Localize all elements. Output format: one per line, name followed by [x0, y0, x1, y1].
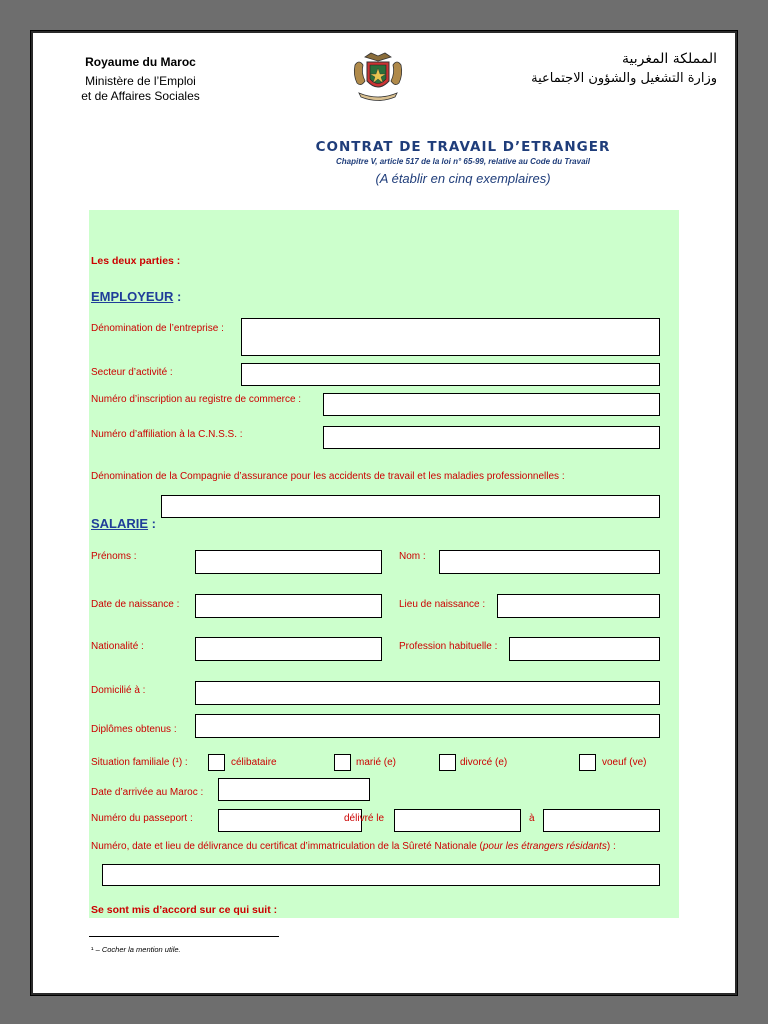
nationality-label: Nationalité : — [91, 641, 144, 652]
widowed-checkbox[interactable] — [579, 754, 596, 771]
employee-heading-text: SALARIE — [91, 516, 149, 531]
address-label: Domicilié à : — [91, 685, 146, 696]
diplomas-field[interactable] — [195, 714, 660, 738]
divorced-label: divorcé (e) — [460, 757, 508, 768]
registration-label-end: ) : — [606, 841, 616, 852]
document-title: CONTRAT DE TRAVAIL D’ETRANGER — [315, 139, 611, 155]
arrival-date-label: Date d’arrivée au Maroc : — [91, 787, 204, 798]
footnote-separator — [89, 936, 279, 937]
profession-label: Profession habituelle : — [399, 641, 498, 652]
company-name-label: Dénomination de l’entreprise : — [91, 323, 224, 334]
document-subtitle: Chapitre V, article 517 de la loi n° 65-99, relative au Code du Travail — [336, 157, 590, 166]
cnss-label: Numéro d’affiliation à la C.N.S.S. : — [91, 429, 243, 440]
registration-label-italic: pour les étrangers résidants — [482, 841, 607, 852]
issued-on-label: délivré le — [344, 813, 385, 824]
birthplace-label: Lieu de naissance : — [399, 599, 486, 610]
issued-on-field[interactable] — [394, 809, 521, 832]
agreement-label: Se sont mis d’accord sur ce qui suit : — [91, 904, 278, 916]
registration-label-text: Numéro, date et lieu de délivrance du certificat d’immatriculation de la Sûreté Nationale ( — [91, 841, 483, 852]
married-label: marié (e) — [356, 757, 397, 768]
widowed-label: voeuf (ve) — [602, 757, 647, 768]
married-checkbox[interactable] — [334, 754, 351, 771]
address-field[interactable] — [195, 681, 660, 705]
single-label: célibataire — [231, 757, 277, 768]
diplomas-label: Diplômes obtenus : — [91, 724, 177, 735]
registry-label: Numéro d’inscription au registre de commerce : — [91, 394, 302, 405]
lastname-field[interactable] — [439, 550, 660, 574]
ministry-name-ar: وزارة التشغيل والشؤون الاجتماعية — [531, 71, 717, 86]
passport-label: Numéro du passeport : — [91, 813, 193, 824]
parties-label: Les deux parties : — [91, 255, 181, 267]
sector-field[interactable] — [241, 363, 660, 386]
registration-field[interactable] — [102, 864, 660, 886]
firstnames-label: Prénoms : — [91, 551, 137, 562]
kingdom-name-fr: Royaume du Maroc — [85, 55, 196, 69]
ministry-line-1: Ministère de l’Emploi — [85, 74, 196, 88]
footnote — [91, 945, 181, 954]
sector-label: Secteur d’activité : — [91, 367, 173, 378]
employee-heading-colon: : — [148, 516, 157, 531]
registration-label — [91, 841, 616, 852]
insurance-field[interactable] — [161, 495, 660, 518]
birthdate-field[interactable] — [195, 594, 382, 618]
passport-field[interactable] — [218, 809, 362, 832]
employer-heading-colon: : — [173, 289, 182, 304]
profession-field[interactable] — [509, 637, 660, 661]
issued-at-field[interactable] — [543, 809, 660, 832]
coat-of-arms-icon — [351, 51, 405, 103]
single-checkbox[interactable] — [208, 754, 225, 771]
arrival-date-field[interactable] — [218, 778, 370, 801]
issued-at-label: à — [529, 813, 535, 824]
employee-heading — [91, 516, 156, 531]
cnss-field[interactable] — [323, 426, 660, 449]
document-page — [31, 31, 737, 995]
kingdom-name-ar: المملكة المغربية — [621, 51, 717, 67]
divorced-checkbox[interactable] — [439, 754, 456, 771]
registry-field[interactable] — [323, 393, 660, 416]
company-name-field[interactable] — [241, 318, 660, 356]
ministry-line-2: et de Affaires Sociales — [81, 89, 200, 103]
nationality-field[interactable] — [195, 637, 382, 661]
header-right — [457, 49, 717, 89]
employer-heading-text: EMPLOYEUR — [91, 289, 174, 304]
footnote-text: – Cocher la mention utile. — [93, 945, 181, 954]
insurance-label: Dénomination de la Compagnie d’assurance pour les accidents de travail et les maladies professionnelles : — [91, 471, 565, 482]
document-note: (A établir en cinq exemplaires) — [375, 171, 551, 186]
birthplace-field[interactable] — [497, 594, 660, 618]
footnote-marker: ¹ — [91, 945, 94, 954]
employer-heading — [91, 289, 181, 304]
header-left — [33, 55, 248, 104]
family-situation-label: Situation familiale (¹) : — [91, 757, 188, 768]
firstnames-field[interactable] — [195, 550, 382, 574]
birthdate-label: Date de naissance : — [91, 599, 180, 610]
lastname-label: Nom : — [399, 551, 426, 562]
